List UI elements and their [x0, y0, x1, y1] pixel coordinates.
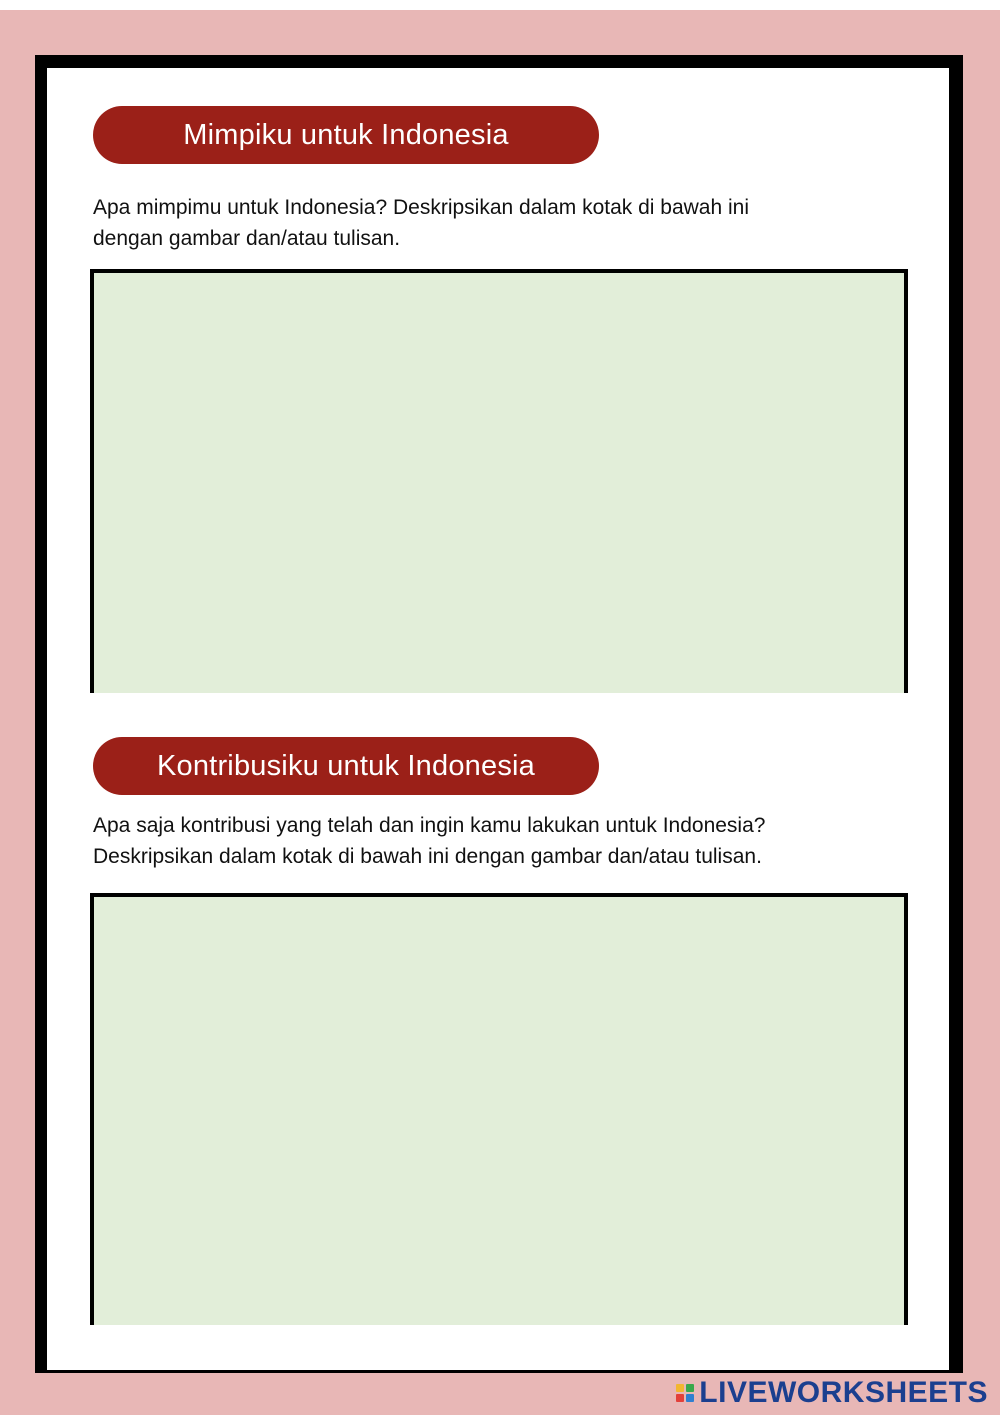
dream-instructions: [93, 192, 913, 254]
logo-square-3: [676, 1394, 684, 1402]
logo-square-4: [686, 1394, 694, 1402]
liveworksheets-logo-icon: [676, 1384, 694, 1402]
section-title-contribution: Kontribusiku untuk Indonesia: [93, 737, 599, 795]
contribution-instructions: [93, 810, 913, 872]
liveworksheets-brand: LIVEWORKSHEETS: [699, 1376, 988, 1409]
dream-answer-box[interactable]: [90, 269, 908, 693]
logo-square-1: [676, 1384, 684, 1392]
liveworksheets-logo[interactable]: [676, 1375, 988, 1411]
contribution-instructions-line-2: Deskripsikan dalam kotak di bawah ini dengan gambar dan/atau tulisan.: [93, 845, 762, 868]
dream-instructions-line-1: Apa mimpimu untuk Indonesia? Deskripsikan dalam kotak di bawah ini: [93, 196, 750, 219]
contribution-instructions-line-1: Apa saja kontribusi yang telah dan ingin kamu lakukan untuk Indonesia?: [93, 814, 766, 837]
contribution-answer-box[interactable]: [90, 893, 908, 1325]
logo-square-2: [686, 1384, 694, 1392]
section-title-dream: Mimpiku untuk Indonesia: [93, 106, 599, 164]
dream-instructions-line-2: dengan gambar dan/atau tulisan.: [93, 227, 401, 250]
